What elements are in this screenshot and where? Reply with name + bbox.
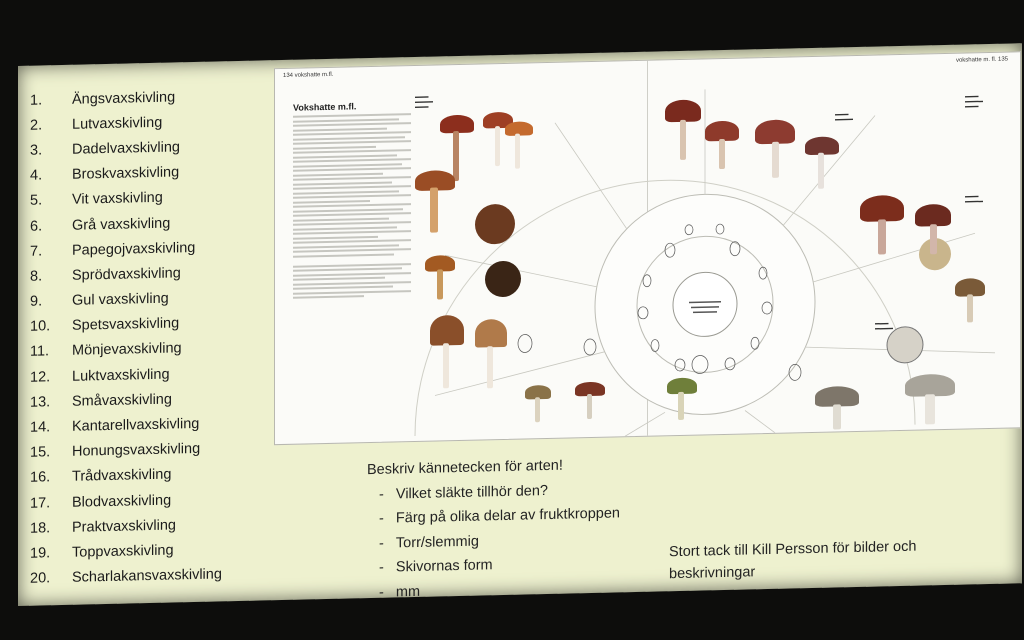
left-page-header: 134 vokshatte m.fl. [283,71,334,79]
list-item: 10. Spetsvaxskivling [30,315,180,336]
list-item: 14. Kantarellvaxskivling [30,415,200,436]
task-bullet: - mm [379,583,421,601]
species-list [28,82,278,591]
list-item: 3. Dadelvaxskivling [30,139,180,159]
list-item: 12. Luktvaxskivling [30,366,170,386]
list-item: 18. Praktvaxskivling [30,517,176,537]
list-item: 13. Småvaxskivling [30,391,172,411]
task-bullet: - Färg på olika delar av fruktkroppen [379,505,620,527]
task-bullet: - Skivornas form [379,557,493,576]
task-heading: Beskriv kännetecken för arten! [367,457,563,479]
list-item: 19. Toppvaxskivling [30,542,174,562]
list-item: 8. Sprödvaxskivling [30,265,181,285]
list-item: 9. Gul vaxskivling [30,290,169,310]
list-item: 17. Blodvaxskivling [30,492,172,512]
task-instructions [367,456,620,606]
list-item: 15. Honungsvaxskivling [30,441,201,461]
list-item: 20. Scharlakansvaxskivling [30,566,222,587]
list-item: 5. Vit vaxskivling [30,190,163,210]
acknowledgement-text: Stort tack till Kill Persson för bilder och beskrivningar [669,538,917,583]
list-item: 4. Broskvaxskivling [30,164,180,184]
list-item: 6. Grå vaxskivling [30,215,171,235]
list-item: 7. Papegojvaxskivling [30,239,196,260]
projection-screen [18,43,1022,606]
list-item: 16. Trådvaxskivling [30,466,172,487]
task-bullet: - Torr/slemmig [379,533,479,552]
book-title: Vokshatte m.fl. [293,101,357,113]
book-spread-image: 134 vokshatte m.fl. vokshatte m. fl. 135 Vokshatte m.fl. ▬▬▬ ▬▬▬▬ ▬▬▬ ▬▬▬ ▬▬▬▬ ▬▬▬ ▬▬▬ ▬▬▬▬ ▬▬▬ ▬▬▬▬ ▬▬▬ ▬▬▬▬ [274,51,1021,445]
list-item: 1. Ängsvaxskivling [30,89,176,109]
task-bullet: - Vilket släkte tillhör den? [379,482,548,503]
list-item: 2. Lutvaxskivling [30,114,163,134]
right-page-header: vokshatte m. fl. 135 [955,56,1008,64]
list-item: 11. Mönjevaxskivling [30,340,182,361]
